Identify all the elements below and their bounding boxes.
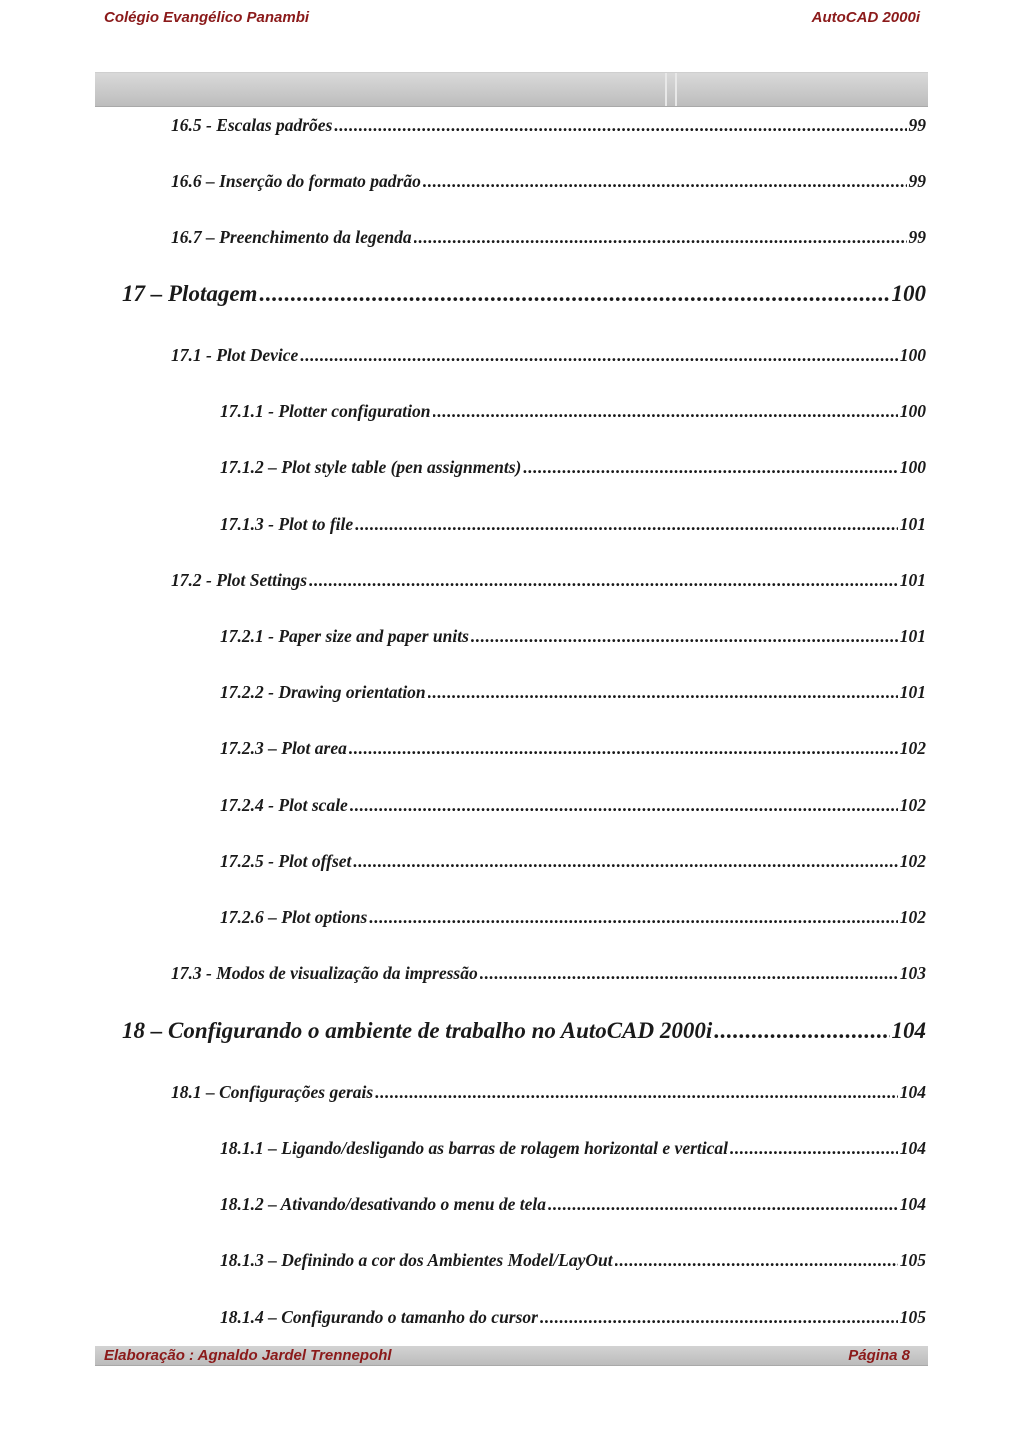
toc-entry-title: 17.1.1 - Plotter configuration — [220, 401, 431, 421]
toc-entry-page: 101 — [899, 682, 926, 702]
toc-entry-page: 102 — [899, 907, 926, 927]
toc-entry-title: 16.7 – Preenchimento da legenda — [171, 227, 412, 247]
toc-entry-page: 100 — [899, 457, 926, 477]
toc-entry-title: 17 – Plotagem — [122, 281, 258, 306]
toc-entry-17-2-6[interactable] — [220, 907, 926, 928]
toc-entry-title: 17.2.1 - Paper size and paper units — [220, 626, 469, 646]
footer-page-number: Página 8 — [848, 1347, 910, 1364]
toc-entry-page: 99 — [908, 115, 926, 135]
toc-entry-18-1-4[interactable] — [220, 1307, 926, 1328]
toc-entry-17-2[interactable] — [171, 570, 926, 591]
toc-entry-page: 105 — [899, 1250, 926, 1270]
footer-author: Elaboração : Agnaldo Jardel Trennepohl — [104, 1347, 392, 1364]
toc-leader-dots — [353, 851, 897, 872]
toc-entry-17[interactable] — [122, 281, 926, 307]
toc-entry-17-1-3[interactable] — [220, 514, 926, 535]
toc-leader-dots — [375, 1082, 898, 1103]
toc-entry-page: 100 — [899, 345, 926, 365]
toc-entry-page: 100 — [891, 281, 926, 306]
toc-entry-17-1[interactable] — [171, 345, 926, 366]
toc-leader-dots — [471, 626, 898, 647]
toc-entry-title: 18.1 – Configurações gerais — [171, 1082, 374, 1102]
toc-entry-page: 99 — [908, 171, 926, 191]
toc-entry-page: 101 — [899, 514, 926, 534]
toc-leader-dots — [423, 171, 907, 192]
toc-entry-17-2-3[interactable] — [220, 738, 926, 759]
toc-entry-page: 102 — [899, 795, 926, 815]
toc-entry-page: 104 — [891, 1018, 926, 1043]
toc-entry-17-2-5[interactable] — [220, 851, 926, 872]
toc-leader-dots — [334, 115, 906, 136]
header-school-name: Colégio Evangélico Panambi — [104, 9, 310, 26]
toc-leader-dots — [714, 1018, 889, 1044]
toc-entry-18-1-2[interactable] — [220, 1194, 926, 1215]
toc-leader-dots — [355, 514, 898, 535]
toc-leader-dots — [730, 1138, 898, 1159]
toc-entry-title: 18 – Configurando o ambiente de trabalho no AutoCAD 2000i — [122, 1018, 713, 1043]
toc-entry-title: 17.1 - Plot Device — [171, 345, 299, 365]
toc-entry-17-2-4[interactable] — [220, 795, 926, 816]
header-document-title: AutoCAD 2000i — [811, 9, 920, 26]
header-divider — [675, 73, 677, 106]
toc-leader-dots — [548, 1194, 898, 1215]
toc-entry-title: 17.1.3 - Plot to file — [220, 514, 354, 534]
toc-entry-16-7[interactable] — [171, 227, 926, 248]
toc-entry-17-3[interactable] — [171, 963, 926, 984]
toc-entry-title: 16.6 – Inserção do formato padrão — [171, 171, 421, 191]
toc-entry-title: 17.2 - Plot Settings — [171, 570, 308, 590]
toc-entry-title: 18.1.4 – Configurando o tamanho do cursor — [220, 1307, 538, 1327]
toc-entry-page: 102 — [899, 738, 926, 758]
toc-entry-page: 102 — [899, 851, 926, 871]
toc-entry-17-2-2[interactable] — [220, 682, 926, 703]
toc-entry-title: 18.1.2 – Ativando/desativando o menu de tela — [220, 1194, 547, 1214]
toc-entry-page: 101 — [899, 626, 926, 646]
toc-entry-title: 17.2.6 – Plot options — [220, 907, 368, 927]
toc-entry-16-5[interactable] — [171, 115, 926, 136]
toc-entry-title: 16.5 - Escalas padrões — [171, 115, 333, 135]
toc-leader-dots — [300, 345, 897, 366]
toc-leader-dots — [615, 1250, 898, 1271]
toc-entry-title: 17.1.2 – Plot style table (pen assignments) — [220, 457, 522, 477]
toc-entry-18[interactable] — [122, 1018, 926, 1044]
toc-entry-page: 101 — [899, 570, 926, 590]
toc-leader-dots — [414, 227, 907, 248]
toc-leader-dots — [369, 907, 897, 928]
toc-entry-title: 17.2.3 – Plot area — [220, 738, 347, 758]
toc-entry-title: 17.2.5 - Plot offset — [220, 851, 352, 871]
toc-entry-17-1-1[interactable] — [220, 401, 926, 422]
toc-entry-page: 105 — [899, 1307, 926, 1327]
toc-leader-dots — [433, 401, 898, 422]
toc-entry-18-1[interactable] — [171, 1082, 926, 1103]
toc-entry-17-2-1[interactable] — [220, 626, 926, 647]
toc-entry-16-6[interactable] — [171, 171, 926, 192]
toc-leader-dots — [523, 457, 897, 478]
toc-entry-title: 17.2.4 - Plot scale — [220, 795, 348, 815]
toc-entry-title: 17.2.2 - Drawing orientation — [220, 682, 426, 702]
toc-entry-18-1-3[interactable] — [220, 1250, 926, 1271]
toc-entry-17-1-2[interactable] — [220, 457, 926, 478]
toc-entry-page: 104 — [899, 1138, 926, 1158]
toc-entry-page: 100 — [899, 401, 926, 421]
toc-entry-page: 103 — [899, 963, 926, 983]
toc-leader-dots — [309, 570, 898, 591]
header-divider — [665, 73, 667, 106]
toc-entry-page: 104 — [899, 1194, 926, 1214]
toc-leader-dots — [259, 281, 889, 307]
toc-entry-title: 17.3 - Modos de visualização da impressão — [171, 963, 478, 983]
toc-leader-dots — [428, 682, 898, 703]
toc-entry-18-1-1[interactable] — [220, 1138, 926, 1159]
page-header — [95, 72, 928, 107]
toc-entry-page: 104 — [899, 1082, 926, 1102]
toc-entry-title: 18.1.3 – Definindo a cor dos Ambientes Model/LayOut — [220, 1250, 613, 1270]
toc-entry-title: 18.1.1 – Ligando/desligando as barras de rolagem horizontal e vertical — [220, 1138, 729, 1158]
toc-leader-dots — [349, 738, 898, 759]
toc-leader-dots — [540, 1307, 898, 1328]
toc-leader-dots — [350, 795, 898, 816]
toc-leader-dots — [480, 963, 898, 984]
toc-entry-page: 99 — [908, 227, 926, 247]
